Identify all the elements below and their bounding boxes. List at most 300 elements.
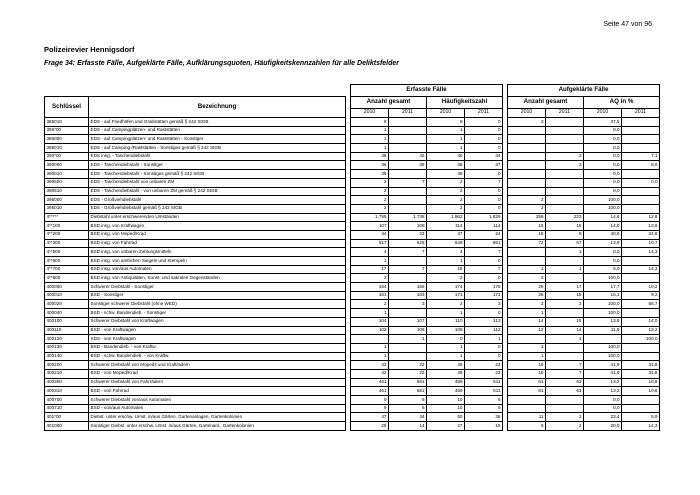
value-cell: 517 <box>351 239 389 248</box>
value-cell <box>622 126 660 135</box>
table-row <box>45 257 660 266</box>
value-cell: 27 <box>427 422 465 431</box>
key-cell: 401000 <box>45 422 89 431</box>
description-cell: Diebst. unter erschw. Umst. in/aus Gärten, Gartenanlagen, Gartenkolonien <box>89 413 346 422</box>
value-cell: 13,5 <box>584 317 622 326</box>
value-cell <box>389 309 427 318</box>
value-cell: 0 <box>465 144 503 153</box>
statistics-table <box>44 84 660 431</box>
description-cell: EDS - auf Friedhöfen und Grabstätten gemäß § 242 StGB <box>89 118 346 127</box>
table-row <box>45 352 660 361</box>
value-cell <box>546 196 584 205</box>
table-row <box>45 309 660 318</box>
description-cell: BSD insg. von amtlichen Siegeln und Stempeln <box>89 257 346 266</box>
value-cell: 13,9 <box>622 222 660 231</box>
value-cell <box>508 144 546 153</box>
value-cell: 174 <box>427 283 465 292</box>
value-cell: 163 <box>389 291 427 300</box>
table-row <box>45 126 660 135</box>
value-cell: 1.862 <box>427 213 465 222</box>
value-cell: 611 <box>465 378 503 387</box>
year-header: 2010 <box>427 109 465 118</box>
value-cell: 23 <box>465 361 503 370</box>
value-cell: 102 <box>351 326 389 335</box>
description-cell: SDS - von Kraftwagen <box>89 335 346 344</box>
value-cell: 46 <box>427 361 465 370</box>
value-cell: 63 <box>546 378 584 387</box>
value-cell: 114 <box>465 222 503 231</box>
value-cell <box>546 178 584 187</box>
value-cell: 11 <box>508 413 546 422</box>
value-cell: 1 <box>427 257 465 266</box>
description-cell: Schwerer Diebstahl von Fahrrädern <box>89 378 346 387</box>
value-cell: 1 <box>508 265 546 274</box>
value-cell: 7 <box>389 178 427 187</box>
value-cell: 1 <box>427 343 465 352</box>
key-cell: 4**300 <box>45 239 89 248</box>
key-cell: 400010 <box>45 291 89 300</box>
value-cell: 223 <box>546 213 584 222</box>
value-cell: 14,3 <box>622 265 660 274</box>
table-row <box>45 230 660 239</box>
key-cell: 400130 <box>45 343 89 352</box>
table-row <box>45 239 660 248</box>
value-cell: 581 <box>389 387 427 396</box>
value-cell: 611 <box>465 387 503 396</box>
value-cell: 18 <box>508 230 546 239</box>
value-cell: 1 <box>427 126 465 135</box>
page-number: Seite 47 von 96 <box>603 21 652 28</box>
value-cell: 1.755 <box>351 213 389 222</box>
key-cell: 4**800 <box>45 274 89 283</box>
description-cell: BSD - von Fahrrad <box>89 387 346 396</box>
value-cell: 7 <box>546 361 584 370</box>
schluessel-header: Schlüssel <box>45 97 89 118</box>
value-cell: 0 <box>465 274 503 283</box>
aq-header: AQ in % <box>584 97 660 109</box>
description-cell: BSD insg. von Moped/Krad <box>89 230 346 239</box>
erfasste-faelle-header: Erfasste Fälle <box>351 85 503 97</box>
value-cell: 461 <box>351 387 389 396</box>
table-row <box>45 118 660 127</box>
value-cell: 2 <box>508 300 546 309</box>
table-row <box>45 204 660 213</box>
value-cell: 0 <box>465 257 503 266</box>
value-cell <box>389 170 427 179</box>
value-cell: 108 <box>427 326 465 335</box>
value-cell: 23,4 <box>584 413 622 422</box>
value-cell <box>546 309 584 318</box>
value-cell: 29 <box>508 283 546 292</box>
value-cell: 6 <box>465 404 503 413</box>
value-cell: 36 <box>351 161 389 170</box>
value-cell: 0,0 <box>584 178 622 187</box>
value-cell: 8,6 <box>622 161 660 170</box>
value-cell: 6 <box>389 396 427 405</box>
description-cell: Sonstiger Diebst. unter erschw. Umst. in/aus Gärten, Gartenanl., Gartenkolonien <box>89 422 346 431</box>
value-cell <box>389 196 427 205</box>
value-cell: 18 <box>508 361 546 370</box>
table-row <box>45 422 660 431</box>
value-cell: 8 <box>546 230 584 239</box>
value-cell <box>508 135 546 144</box>
value-cell: 100,0 <box>584 300 622 309</box>
value-cell <box>546 187 584 196</box>
key-cell: 4***** <box>45 213 89 222</box>
value-cell: 10,2 <box>622 283 660 292</box>
value-cell: 7,1 <box>622 152 660 161</box>
value-cell: 1 <box>351 352 389 361</box>
value-cell: 661 <box>465 239 503 248</box>
value-cell: 100,0 <box>584 309 622 318</box>
value-cell <box>622 309 660 318</box>
value-cell: 2 <box>427 300 465 309</box>
value-cell: 3 <box>389 300 427 309</box>
key-cell: 4**200 <box>45 230 89 239</box>
value-cell: 37 <box>465 161 503 170</box>
value-cell: 113 <box>465 317 503 326</box>
description-cell: EDS - Taschendiebstahl - von unbaren ZM gemäß § 242 StGB <box>89 187 346 196</box>
value-cell: 12,8 <box>622 213 660 222</box>
value-cell: 489 <box>427 387 465 396</box>
value-cell: 628 <box>389 239 427 248</box>
value-cell: 7 <box>546 369 584 378</box>
description-cell: BSD - von Kraftwagen <box>89 326 346 335</box>
value-cell: 2 <box>427 178 465 187</box>
value-cell: 5,9 <box>584 265 622 274</box>
table-row <box>45 144 660 153</box>
value-cell: 0 <box>465 187 503 196</box>
value-cell: 100,0 <box>584 204 622 213</box>
value-cell: 100,0 <box>584 196 622 205</box>
value-cell: 46 <box>427 369 465 378</box>
value-cell: 61 <box>508 387 546 396</box>
description-cell: EDS - auf Campingplätzen- und Raststätten - Sonstiger <box>89 135 346 144</box>
value-cell: 25 <box>351 422 389 431</box>
value-cell: 14 <box>389 422 427 431</box>
value-cell: 1.738 <box>389 213 427 222</box>
value-cell: 0,0 <box>584 404 622 413</box>
value-cell: 3 <box>508 118 546 127</box>
description-cell: BSD insg. von Antiquitäten, Kunst- und sakralen Gegenständen <box>89 274 346 283</box>
value-cell: 2 <box>351 178 389 187</box>
table-row <box>45 274 660 283</box>
value-cell <box>622 144 660 153</box>
value-cell: 0 <box>465 204 503 213</box>
value-cell: 161 <box>351 291 389 300</box>
description-cell: BSD - von/aus Automaten <box>89 404 346 413</box>
value-cell: 15 <box>465 422 503 431</box>
value-cell: 3 <box>546 161 584 170</box>
description-cell: BSD insg. von Fahrrad <box>89 239 346 248</box>
value-cell: 7 <box>389 265 427 274</box>
value-cell: 36 <box>465 413 503 422</box>
value-cell: 1 <box>465 335 503 344</box>
description-cell: EDS - Großviehdiebstahl <box>89 196 346 205</box>
value-cell: 104 <box>351 317 389 326</box>
table-row <box>45 265 660 274</box>
value-cell: 17,7 <box>584 283 622 292</box>
value-cell: 16,1 <box>584 291 622 300</box>
value-cell <box>546 144 584 153</box>
description-cell: Schwerer Diebstahl von Kraftwagen <box>89 317 346 326</box>
table-row <box>45 196 660 205</box>
table-row <box>45 283 660 292</box>
value-cell: 9 <box>351 404 389 413</box>
value-cell: 0,0 <box>584 126 622 135</box>
value-cell: 14 <box>546 326 584 335</box>
key-cell: 4**100 <box>45 222 89 231</box>
value-cell <box>622 343 660 352</box>
key-cell: 390010 <box>45 170 89 179</box>
report-heading: Polizeirevier Hennigsdorf <box>44 45 135 54</box>
key-cell: 400310 <box>45 387 89 396</box>
report-subheading: Frage 34: Erfasste Fälle, Aufgeklärte Fälle, Aufklärungsquoten, Häufigkeitskennzahlen für alle Deliktsfelder <box>44 60 400 67</box>
value-cell: 8 <box>351 118 389 127</box>
value-cell: 2 <box>351 274 389 283</box>
value-cell: 100,0 <box>584 343 622 352</box>
value-cell <box>389 126 427 135</box>
value-cell: 1.829 <box>465 213 503 222</box>
value-cell <box>546 118 584 127</box>
value-cell: 0 <box>465 135 503 144</box>
value-cell: 31,8 <box>622 369 660 378</box>
value-cell: 166 <box>389 283 427 292</box>
value-cell <box>622 196 660 205</box>
value-cell: 1 <box>351 343 389 352</box>
value-cell: 23 <box>465 369 503 378</box>
key-cell: 390510 <box>45 187 89 196</box>
value-cell: 461 <box>351 378 389 387</box>
description-cell: Schwerer Diebstahl - Sonstiger <box>89 283 346 292</box>
table-row <box>45 178 660 187</box>
value-cell: 38 <box>427 161 465 170</box>
value-cell: 31,8 <box>622 361 660 370</box>
value-cell: 7 <box>465 248 503 257</box>
description-cell: EDS - Großviehdiebstahl gemäß § 242 StGB <box>89 204 346 213</box>
value-cell: 0 <box>465 118 503 127</box>
value-cell: 43 <box>351 361 389 370</box>
key-cell: 400100 <box>45 317 89 326</box>
value-cell: 14 <box>508 317 546 326</box>
value-cell: 0 <box>427 335 465 344</box>
value-cell <box>622 257 660 266</box>
description-cell: BSD - von Moped/Krad <box>89 369 346 378</box>
value-cell: 2 <box>427 204 465 213</box>
value-cell <box>508 248 546 257</box>
value-cell: 1 <box>351 144 389 153</box>
value-cell: 3 <box>546 152 584 161</box>
value-cell: 175 <box>465 283 503 292</box>
description-cell: BSD - Bandendieb. - von Kraftw. <box>89 343 346 352</box>
value-cell: 11,8 <box>584 326 622 335</box>
value-cell: 14,0 <box>622 317 660 326</box>
value-cell: 107 <box>389 317 427 326</box>
description-cell: BSD insg. von/aus Automaten <box>89 265 346 274</box>
description-cell: BSD insg. von unbaren Zahlungsmitteln <box>89 248 346 257</box>
value-cell: 4 <box>351 248 389 257</box>
value-cell <box>546 170 584 179</box>
value-cell: 1 <box>427 144 465 153</box>
table-row <box>45 361 660 370</box>
key-cell: 390*00 <box>45 152 89 161</box>
key-cell: 386000 <box>45 135 89 144</box>
table-row <box>45 378 660 387</box>
value-cell: 10,8 <box>622 387 660 396</box>
value-cell: 12 <box>508 326 546 335</box>
value-cell: 100,0 <box>584 274 622 283</box>
value-cell <box>622 204 660 213</box>
value-cell: 38 <box>351 152 389 161</box>
table-row <box>45 369 660 378</box>
value-cell <box>546 257 584 266</box>
value-cell: 9,2 <box>622 291 660 300</box>
value-cell: 100,0 <box>584 352 622 361</box>
value-cell: 34,8 <box>622 230 660 239</box>
bezeichnung-header: Bezeichnung <box>89 97 346 118</box>
value-cell: 0,0 <box>584 152 622 161</box>
year-header: 2011 <box>465 109 503 118</box>
key-cell: 395010 <box>45 204 89 213</box>
value-cell: 1 <box>351 126 389 135</box>
value-cell: 112 <box>465 326 503 335</box>
value-cell: 4 <box>427 248 465 257</box>
value-cell: 489 <box>427 378 465 387</box>
value-cell: 10,8 <box>622 378 660 387</box>
value-cell: 13,2 <box>584 378 622 387</box>
value-cell: 2 <box>427 196 465 205</box>
value-cell: 164 <box>351 283 389 292</box>
value-cell: 0 <box>465 309 503 318</box>
value-cell: 2 <box>508 196 546 205</box>
key-cell: 400700 <box>45 396 89 405</box>
description-cell: EDS insg. - Taschendiebstahl <box>89 152 346 161</box>
value-cell: 72 <box>508 239 546 248</box>
value-cell: 0,0 <box>584 144 622 153</box>
value-cell: 0,0 <box>622 178 660 187</box>
value-cell <box>508 152 546 161</box>
key-cell: 400200 <box>45 361 89 370</box>
description-cell: EDS - auf Campingplätzen- und Raststätten <box>89 126 346 135</box>
value-cell <box>508 161 546 170</box>
value-cell: 23 <box>389 230 427 239</box>
value-cell: 0 <box>465 170 503 179</box>
year-header: 2010 <box>584 109 622 118</box>
value-cell: 171 <box>465 291 503 300</box>
value-cell <box>389 118 427 127</box>
value-cell: 42 <box>389 152 427 161</box>
value-cell <box>546 274 584 283</box>
value-cell <box>622 404 660 413</box>
value-cell: 3 <box>465 300 503 309</box>
key-cell: 400300 <box>45 378 89 387</box>
key-cell: 390000 <box>45 161 89 170</box>
value-cell: 2 <box>508 274 546 283</box>
key-cell: 386*00 <box>45 126 89 135</box>
description-cell: BSD - schw. Bandendieb. - Sonstiger <box>89 309 346 318</box>
table-row <box>45 170 660 179</box>
value-cell <box>546 126 584 135</box>
value-cell: 2 <box>546 413 584 422</box>
value-cell: 17 <box>546 283 584 292</box>
value-cell: 171 <box>427 291 465 300</box>
value-cell: 1 <box>351 257 389 266</box>
value-cell: 5 <box>508 422 546 431</box>
value-cell <box>622 170 660 179</box>
value-cell: 1 <box>351 135 389 144</box>
description-cell: EDS - Taschendiebstahl von unbaren ZM <box>89 178 346 187</box>
table-row <box>45 326 660 335</box>
value-cell <box>546 204 584 213</box>
value-cell: 0 <box>465 352 503 361</box>
value-cell: 106 <box>389 326 427 335</box>
value-cell: 108 <box>389 222 427 231</box>
value-cell: 18 <box>427 265 465 274</box>
table-row <box>45 413 660 422</box>
value-cell <box>389 187 427 196</box>
table-row <box>45 152 660 161</box>
value-cell: 581 <box>389 378 427 387</box>
value-cell: 18 <box>508 369 546 378</box>
value-cell: 0,0 <box>584 396 622 405</box>
value-cell <box>389 257 427 266</box>
value-cell <box>508 178 546 187</box>
value-cell: 0,0 <box>584 248 622 257</box>
key-cell: 400020 <box>45 300 89 309</box>
aufgeklaerte-faelle-header: Aufgeklärte Fälle <box>508 85 660 97</box>
value-cell: 0,0 <box>584 187 622 196</box>
value-cell: 10,7 <box>622 239 660 248</box>
description-cell: Schwerer Diebstahl von Mopeds und Krafträdern <box>89 361 346 370</box>
value-cell: 0,0 <box>584 257 622 266</box>
value-cell: 2 <box>546 422 584 431</box>
key-cell: 386010 <box>45 144 89 153</box>
value-cell: 6 <box>389 404 427 413</box>
table-row <box>45 161 660 170</box>
value-cell: 100,0 <box>622 335 660 344</box>
value-cell <box>622 274 660 283</box>
value-cell <box>546 404 584 413</box>
table-row <box>45 317 660 326</box>
value-cell: 47 <box>427 230 465 239</box>
table-row <box>45 187 660 196</box>
value-cell <box>508 170 546 179</box>
table-row <box>45 387 660 396</box>
value-cell <box>508 396 546 405</box>
value-cell: 5,9 <box>622 413 660 422</box>
value-cell: 6 <box>465 396 503 405</box>
key-cell: 4**600 <box>45 257 89 266</box>
value-cell: 26 <box>508 291 546 300</box>
value-cell: 15 <box>508 222 546 231</box>
value-cell: 43 <box>351 369 389 378</box>
table-row <box>45 335 660 344</box>
anzahl-aufgeklaert-header: Anzahl gesamt <box>508 97 584 109</box>
year-header: 2011 <box>389 109 427 118</box>
value-cell: 1 <box>427 135 465 144</box>
value-cell: 44 <box>351 230 389 239</box>
value-cell: 256 <box>508 213 546 222</box>
value-cell: 40 <box>427 152 465 161</box>
key-cell: 390500 <box>45 178 89 187</box>
value-cell: 8 <box>427 118 465 127</box>
description-cell: BSD - schw. Bandendieb. - von Kraftw. <box>89 352 346 361</box>
value-cell <box>508 187 546 196</box>
value-cell: 14,3 <box>622 248 660 257</box>
key-cell: 400210 <box>45 369 89 378</box>
value-cell <box>389 135 427 144</box>
description-cell: BSD insg. von Kraftwagen <box>89 222 346 231</box>
